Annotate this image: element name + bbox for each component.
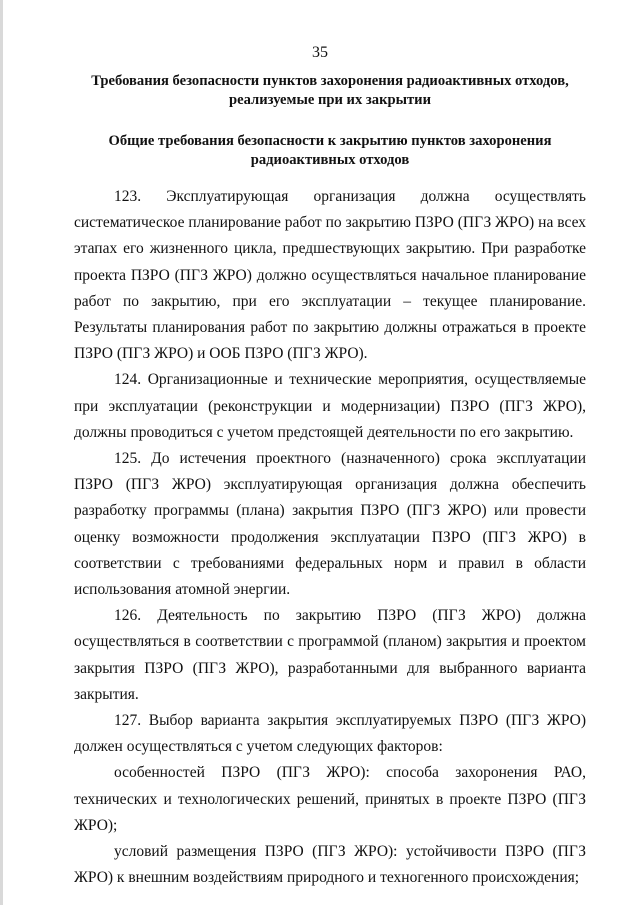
list-item-conditions: условий размещения ПЗРО (ПГЗ ЖРО): устойчивости ПЗРО (ПГЗ ЖРО) к внешним воздействиям природного и техногенного происхождения; <box>74 843 586 887</box>
page-number: 35 <box>312 44 328 61</box>
paragraph-125: 125. До истечения проектного (назначенного) срока эксплуатации ПЗРО (ПГЗ ЖРО) эксплуатирующая организация должна обеспечить разработку программы (плана) закрытия ПЗРО (ПГЗ ЖРО) или провести оценку возможности продолжения эксплуатации ПЗРО (ПГЗ ЖРО) в соответствии с требованиями федеральных норм и правил в области использования атомной энергии. <box>74 450 586 599</box>
subsection-heading: Общие требования безопасности к закрытию пунктов захоронения радиоактивных отходов <box>108 133 552 168</box>
document-body <box>74 72 586 891</box>
list-item-features: особенностей ПЗРО (ПГЗ ЖРО): способа захоронения РАО, технических и технологических решений, принятых в проекте ПЗРО (ПГЗ ЖРО); <box>74 764 586 834</box>
section-heading: Требования безопасности пунктов захоронения радиоактивных отходов, реализуемые при их закрытии <box>91 73 569 108</box>
paragraph-124: 124. Организационные и технические мероприятия, осуществляемые при эксплуатации (реконструкции и модернизации) ПЗРО (ПГЗ ЖРО), должны проводиться с учетом предстоящей деятельности по его закрытию. <box>74 371 586 441</box>
paragraph-126: 126. Деятельность по закрытию ПЗРО (ПГЗ ЖРО) должна осуществляться в соответствии с программой (планом) закрытия и проектом закрытия ПЗРО (ПГЗ ЖРО), разработанными для выбранного варианта закрытия. <box>74 607 586 703</box>
scan-edge <box>0 0 3 905</box>
paragraph-123: 123. Эксплуатирующая организация должна осуществлять систематическое планирование работ по закрытию ПЗРО (ПГЗ ЖРО) на всех этапах его жизненного цикла, предшествующих закрытию. При разработке проекта ПЗРО (ПГЗ ЖРО) должно осуществляться начальное планирование работ по закрытию, при его эксплуатации – текущее планирование. Результаты планирования работ по закрытию должны отражаться в проекте ПЗРО (ПГЗ ЖРО) и ООБ ПЗРО (ПГЗ ЖРО). <box>74 188 586 363</box>
paragraph-127: 127. Выбор варианта закрытия эксплуатируемых ПЗРО (ПГЗ ЖРО) должен осуществляться с учетом следующих факторов: <box>74 712 586 756</box>
